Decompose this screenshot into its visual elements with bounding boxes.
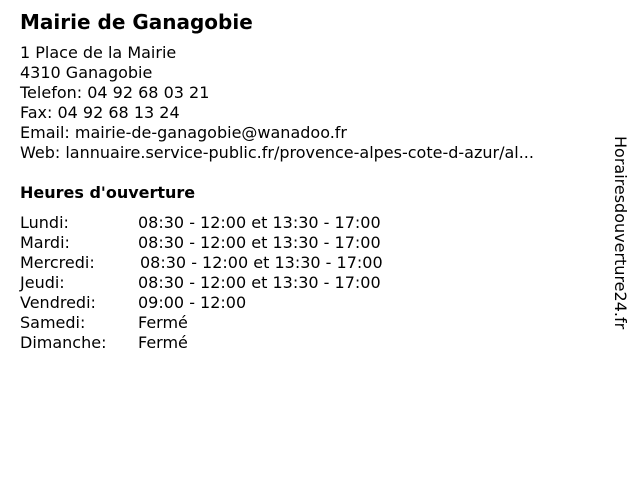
web-text: Web: lannuaire.service-public.fr/provence-alpes-cote-d-azur/al... [20, 143, 534, 162]
time-value: Fermé [138, 333, 188, 352]
day-label: Dimanche: [20, 333, 107, 352]
page-title: Mairie de Ganagobie [20, 10, 253, 34]
day-label: Vendredi: [20, 293, 96, 312]
contact-block [20, 43, 534, 163]
address-line-1: 1 Place de la Mairie [20, 43, 177, 62]
time-value: Fermé [138, 313, 188, 332]
day-label: Mercredi: [20, 253, 95, 272]
site-watermark: Horairesdouverture24.fr [611, 136, 630, 330]
hours-heading: Heures d'ouverture [20, 183, 196, 202]
email-text: Email: mairie-de-ganagobie@wanadoo.fr [20, 123, 347, 142]
day-label: Samedi: [20, 313, 86, 332]
phone-text: Telefon: 04 92 68 03 21 [20, 83, 210, 102]
time-value: 08:30 - 12:00 et 13:30 - 17:00 [138, 273, 381, 292]
time-value: 09:00 - 12:00 [138, 293, 247, 312]
time-value: 08:30 - 12:00 et 13:30 - 17:00 [138, 213, 381, 232]
address-line-2: 4310 Ganagobie [20, 63, 153, 82]
day-label: Mardi: [20, 233, 70, 252]
fax-text: Fax: 04 92 68 13 24 [20, 103, 180, 122]
time-value: 08:30 - 12:00 et 13:30 - 17:00 [140, 253, 383, 272]
day-label: Jeudi: [20, 273, 65, 292]
time-value: 08:30 - 12:00 et 13:30 - 17:00 [138, 233, 381, 252]
day-label: Lundi: [20, 213, 69, 232]
